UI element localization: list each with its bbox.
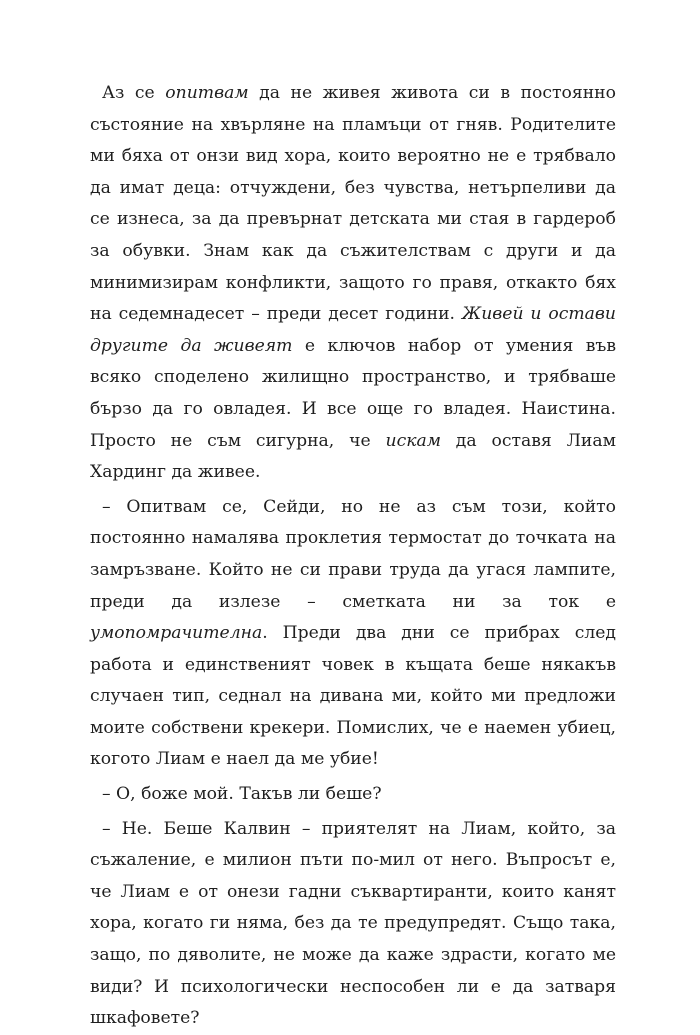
text-run: да оставя Лиам Хардинг да живее. <box>90 430 616 483</box>
text-run: . Преди два дни се прибрах след работа и единственият човек в къщата беше някакъв случаен тип, седнал на дивана ми, който ми предложи моите собствени крекери. Помислих, че е наемен убиец, когото Лиам е наел да ме убие! <box>90 623 616 770</box>
italic-text-run: умопомрачителна <box>90 623 263 644</box>
text-run: – Опитвам се, Сейди, но не аз съм този, който постоянно намалява проклетия термостат до точката на замръзване. Който не си прави труда да угася лампите, преди да излезе – сметката ни за ток е <box>90 496 616 612</box>
text-run: – Не. Беше Калвин – приятелят на Лиам, който, за съжаление, е милион пъти по-мил от него. Въпросът е, че Лиам е от онези гадни съквартиранти, които канят хора, когато ги няма, без да те предупредят. Също така, защо, по дяволите, не може да каже здрасти, когато ме види? И психологически неспособен ли е да затваря шкафовете? <box>90 818 616 1029</box>
paragraph-1 <box>90 78 616 489</box>
paragraph-2 <box>90 492 616 776</box>
body-text <box>90 78 616 1035</box>
text-run: Аз се <box>102 83 166 103</box>
italic-text-run: искам <box>385 430 441 451</box>
paragraph-4 <box>90 814 616 1035</box>
text-run: е ключов набор от умения във всяко споделено жилищно пространство, и трябваше бързо да го овладея. И все още го владея. Наистина. Просто не съм сигурна, че <box>90 335 616 451</box>
italic-text-run: опитвам <box>165 83 249 103</box>
text-run: да не живея живота си в постоянно състояние на хвърляне на пламъци от гняв. Родителите ми бяха от онзи вид хора, които вероятно не е трябвало да имат деца: отчуждени, без чувства, нетърпеливи да се изнеса, за да превърнат детската ми стая в гардероб за обувки. Знам как да съжителствам с други и да минимизирам конфликти, защото го правя, откакто бях на седемнадесет – преди десет години. <box>90 83 616 325</box>
text-run: – О, боже мой. Такъв ли беше? <box>102 784 382 805</box>
italic-text-run: Живей и остави другите да живеят <box>90 304 616 356</box>
paragraph-3 <box>90 779 616 811</box>
